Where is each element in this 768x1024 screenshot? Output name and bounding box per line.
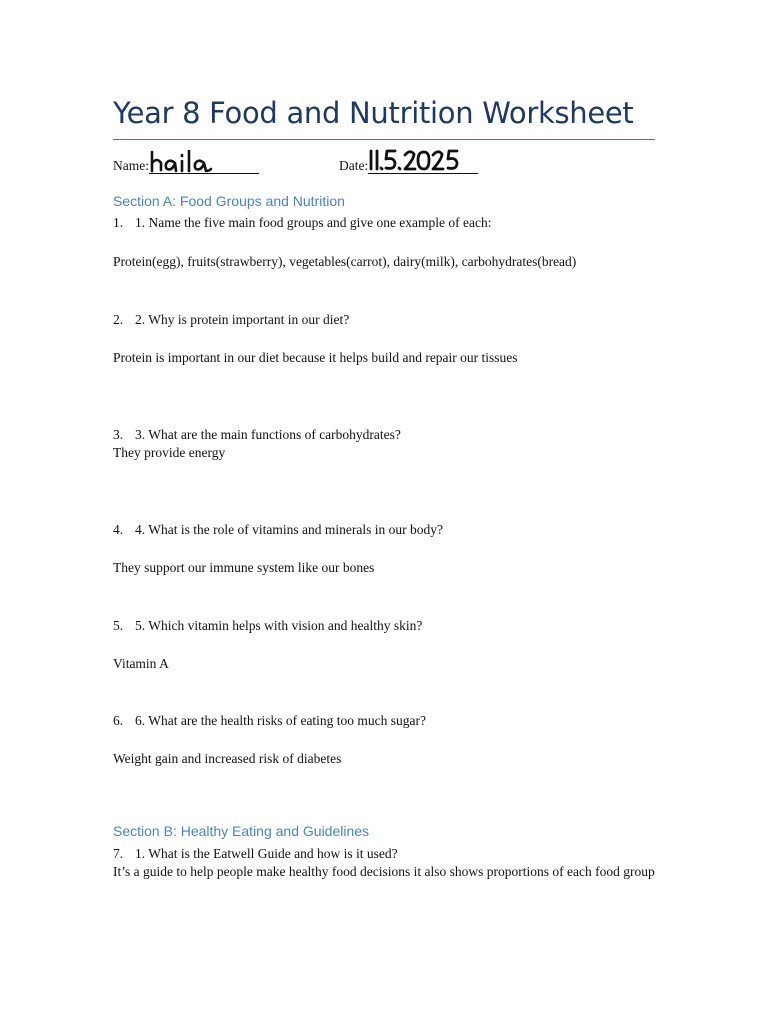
answer-5[interactable]: Vitamin A <box>113 656 169 671</box>
question-4 <box>113 522 443 538</box>
section-b-heading: Section B: Healthy Eating and Guidelines <box>113 823 370 839</box>
question-number: 4. <box>113 522 124 537</box>
question-text: 3. What are the main functions of carbohydrates? <box>135 427 401 442</box>
handwritten-name-signature <box>149 150 227 174</box>
answer-2[interactable]: Protein is important in our diet because it helps build and repair our tissues <box>113 350 518 365</box>
worksheet-title: Year 8 Food and Nutrition Worksheet <box>113 96 634 130</box>
answer-6[interactable]: Weight gain and increased risk of diabetes <box>113 751 342 766</box>
answer-1[interactable]: Protein(egg), fruits(strawberry), vegetables(carrot), dairy(milk), carbohydrates(bread) <box>113 254 577 269</box>
worksheet-page <box>113 0 655 1024</box>
question-text: 4. What is the role of vitamins and minerals in our body? <box>135 522 443 537</box>
question-6 <box>113 713 426 729</box>
question-number: 5. <box>113 618 124 633</box>
handwritten-date <box>368 148 460 174</box>
name-field <box>113 155 259 174</box>
question-7 <box>113 846 398 862</box>
question-text: 1. Name the five main food groups and give one example of each: <box>135 215 492 230</box>
date-label: Date: <box>339 158 369 173</box>
question-3 <box>113 427 401 443</box>
name-line[interactable] <box>149 155 259 174</box>
section-a-heading: Section A: Food Groups and Nutrition <box>113 193 345 209</box>
question-number: 1. <box>113 215 124 230</box>
answer-7[interactable]: It’s a guide to help people make healthy food decisions it also shows proportions of each food group <box>113 864 655 879</box>
question-text: 2. Why is protein important in our diet? <box>135 312 350 327</box>
question-text: 1. What is the Eatwell Guide and how is it used? <box>135 846 398 861</box>
question-number: 6. <box>113 713 124 728</box>
question-5 <box>113 618 422 634</box>
question-number: 7. <box>113 846 124 861</box>
date-field <box>339 155 478 174</box>
question-text: 5. Which vitamin helps with vision and healthy skin? <box>135 618 423 633</box>
name-label: Name: <box>113 158 149 173</box>
question-text: 6. What are the health risks of eating too much sugar? <box>135 713 427 728</box>
question-2 <box>113 312 349 328</box>
date-line[interactable] <box>368 155 478 174</box>
question-number: 3. <box>113 427 124 442</box>
title-divider <box>113 139 655 140</box>
answer-3[interactable]: They provide energy <box>113 445 226 460</box>
question-number: 2. <box>113 312 124 327</box>
answer-4[interactable]: They support our immune system like our bones <box>113 560 375 575</box>
question-1 <box>113 215 492 231</box>
